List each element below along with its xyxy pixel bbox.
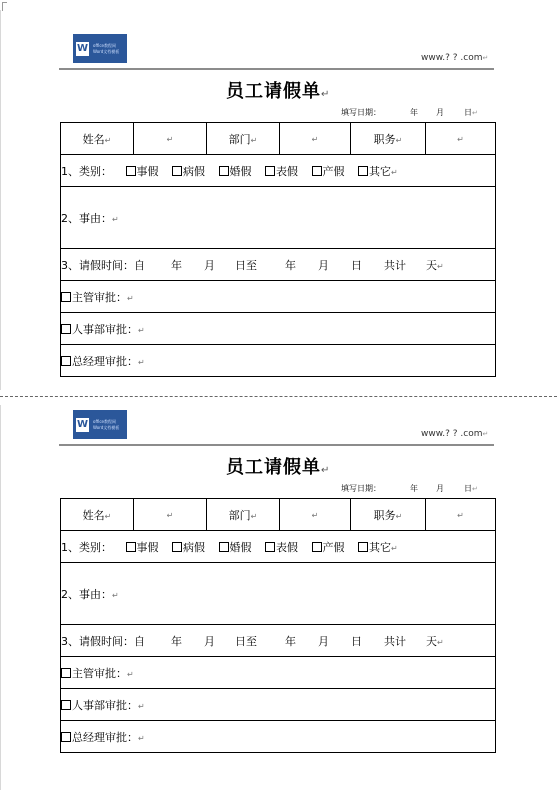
table-row [61, 531, 496, 563]
form-sheet-1 [0, 0, 557, 380]
leave-form-table [60, 498, 496, 753]
position-label-cell: 职务↵ [351, 123, 426, 155]
reason-cell[interactable]: 2、事由：↵ [61, 187, 496, 249]
table-row [61, 187, 496, 249]
dept-label-cell: 部门↵ [207, 123, 280, 155]
checkbox-icon[interactable] [61, 668, 71, 678]
dept-value-cell[interactable]: ↵ [280, 499, 351, 531]
table-row [61, 123, 496, 155]
table-row [61, 249, 496, 281]
header-rule [59, 68, 494, 70]
table-row [61, 155, 496, 187]
header-rule [59, 444, 494, 446]
word-icon: W [76, 42, 89, 54]
category-cell: 1、类别： 事假 病假 婚假 表假 产假 其它↵ [61, 531, 496, 563]
table-row [61, 625, 496, 657]
fill-date: 填写日期： 年 月 日↵ [341, 484, 478, 493]
checkbox-icon[interactable] [312, 542, 322, 552]
table-row [61, 281, 496, 313]
checkbox-icon[interactable] [61, 732, 71, 742]
supervisor-approval-cell[interactable]: 主管审批：↵ [61, 281, 496, 313]
category-option[interactable]: 事假 [126, 539, 159, 555]
name-label-cell: 姓名↵ [61, 123, 134, 155]
word-logo [73, 34, 127, 63]
leave-form-table [60, 122, 496, 377]
category-option[interactable]: 产假 [312, 539, 345, 555]
checkbox-icon[interactable] [358, 166, 368, 176]
header-site-url: www.? ? .com↵ [421, 53, 489, 63]
hr-approval-cell[interactable]: 人事部审批：↵ [61, 313, 496, 345]
name-value-cell[interactable]: ↵ [134, 123, 207, 155]
category-option[interactable]: 病假 [172, 163, 205, 179]
form-title: 员工请假单↵ [226, 457, 331, 478]
name-label-cell: 姓名↵ [61, 499, 134, 531]
category-option[interactable]: 婚假 [219, 539, 252, 555]
checkbox-icon[interactable] [172, 166, 182, 176]
checkbox-icon[interactable] [172, 542, 182, 552]
form-sheet-2 [0, 376, 557, 756]
leave-time-cell[interactable]: 3、请假时间：自 年 月 日至 年 月 日 共计 天↵ [61, 249, 496, 281]
category-option[interactable]: 表假 [265, 163, 298, 179]
category-option[interactable]: 其它↵ [358, 539, 398, 555]
logo-text: office教程网 Word文档模板 [93, 419, 120, 430]
hr-approval-cell[interactable]: 人事部审批：↵ [61, 689, 496, 721]
checkbox-icon[interactable] [61, 356, 71, 366]
word-logo [73, 410, 127, 439]
header-site-url: www.? ? .com↵ [421, 429, 489, 439]
checkbox-icon[interactable] [61, 292, 71, 302]
logo-text: office教程网 Word文档模板 [93, 43, 120, 54]
position-label-cell: 职务↵ [351, 499, 426, 531]
dept-label-cell: 部门↵ [207, 499, 280, 531]
checkbox-icon[interactable] [265, 542, 275, 552]
gm-approval-cell[interactable]: 总经理审批：↵ [61, 345, 496, 377]
reason-cell[interactable]: 2、事由：↵ [61, 563, 496, 625]
position-value-cell[interactable]: ↵ [426, 499, 496, 531]
category-option[interactable]: 其它↵ [358, 163, 398, 179]
checkbox-icon[interactable] [265, 166, 275, 176]
table-row [61, 563, 496, 625]
checkbox-icon[interactable] [219, 542, 229, 552]
table-row [61, 313, 496, 345]
table-row [61, 689, 496, 721]
table-row [61, 345, 496, 377]
checkbox-icon[interactable] [61, 700, 71, 710]
table-row [61, 657, 496, 689]
name-value-cell[interactable]: ↵ [134, 499, 207, 531]
checkbox-icon[interactable] [126, 542, 136, 552]
category-option[interactable]: 表假 [265, 539, 298, 555]
checkbox-icon[interactable] [358, 542, 368, 552]
category-option[interactable]: 病假 [172, 539, 205, 555]
checkbox-icon[interactable] [61, 324, 71, 334]
position-value-cell[interactable]: ↵ [426, 123, 496, 155]
supervisor-approval-cell[interactable]: 主管审批：↵ [61, 657, 496, 689]
fill-date: 填写日期： 年 月 日↵ [341, 108, 478, 117]
word-icon: W [76, 418, 89, 430]
category-option[interactable]: 产假 [312, 163, 345, 179]
leave-time-cell[interactable]: 3、请假时间：自 年 月 日至 年 月 日 共计 天↵ [61, 625, 496, 657]
category-option[interactable]: 事假 [126, 163, 159, 179]
checkbox-icon[interactable] [219, 166, 229, 176]
checkbox-icon[interactable] [126, 166, 136, 176]
form-title: 员工请假单↵ [226, 81, 331, 102]
category-cell: 1、类别： 事假 病假 婚假 表假 产假 其它↵ [61, 155, 496, 187]
table-row [61, 499, 496, 531]
table-row [61, 721, 496, 753]
category-option[interactable]: 婚假 [219, 163, 252, 179]
gm-approval-cell[interactable]: 总经理审批：↵ [61, 721, 496, 753]
checkbox-icon[interactable] [312, 166, 322, 176]
dept-value-cell[interactable]: ↵ [280, 123, 351, 155]
